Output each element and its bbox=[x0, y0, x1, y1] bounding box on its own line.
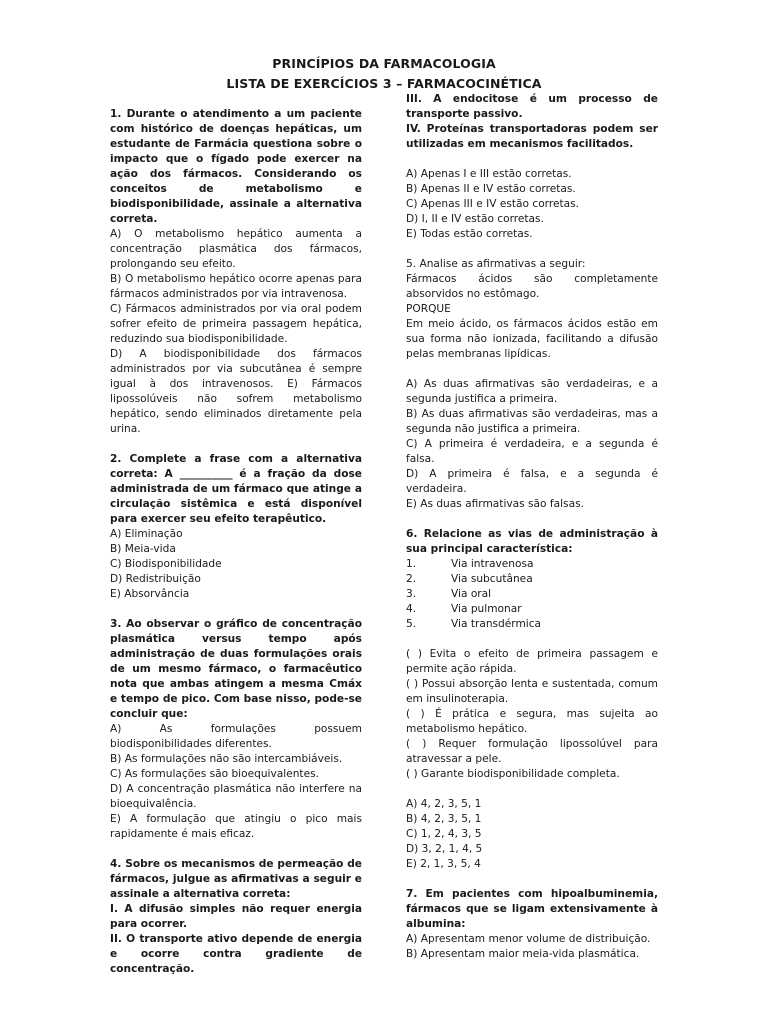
q6-option-d: D) 3, 2, 1, 4, 5 bbox=[406, 843, 483, 855]
q6-characteristic-5: ( ) Garante biodisponibilidade completa. bbox=[406, 768, 620, 780]
q6-characteristic-1: ( ) Evita o efeito de primeira passagem e permite ação rápida. bbox=[406, 648, 658, 675]
q3-option-d: D) A concentração plasmática não interfere na bioequivalência. bbox=[110, 783, 362, 810]
q2-stem: 2. Complete a frase com a alternativa correta: A __________ é a fração da dose administrada de um fármaco que atinge a circulação sistêmica e está disponível para exercer seu efeito terapêutico. bbox=[110, 453, 362, 525]
q1-option-d-e: D) A biodisponibilidade dos fármacos administrados por via subcutânea é sempre igual à dos intravenosos. E) Fármacos lipossolúveis não sofrem metabolismo hepático, sendo eliminados diretamente pela urina. bbox=[110, 348, 362, 435]
q5-option-c: C) A primeira é verdadeira, e a segunda é falsa. bbox=[406, 438, 658, 465]
left-column bbox=[110, 107, 362, 977]
q4-statement-ii: II. O transporte ativo depende de energia e ocorre contra gradiente de concentração. bbox=[110, 933, 362, 975]
q7-stem: 7. Em pacientes com hipoalbuminemia, fármacos que se ligam extensivamente à albumina: bbox=[406, 888, 658, 930]
q1-stem: 1. Durante o atendimento a um paciente com histórico de doenças hepáticas, um estudante de Farmácia questiona sobre o impacto que o fígado pode exercer na ação dos fármacos. Considerando os conceitos de metabolismo e biodisponibilidade, assinale a alternativa correta. bbox=[110, 108, 362, 225]
q4-option-c: C) Apenas III e IV estão corretas. bbox=[406, 198, 580, 210]
q4-option-e: E) Todas estão corretas. bbox=[406, 228, 533, 240]
document-title: PRINCÍPIOS DA FARMACOLOGIA bbox=[272, 56, 496, 71]
q6-via-label: Via pulmonar bbox=[451, 603, 522, 615]
q5-option-e: E) As duas afirmativas são falsas. bbox=[406, 498, 584, 510]
q3-option-a: A) As formulações possuem biodisponibilidades diferentes. bbox=[110, 723, 362, 750]
q1-option-a: A) O metabolismo hepático aumenta a concentração plasmática dos fármacos, prolongando seu efeito. bbox=[110, 228, 362, 270]
q7-option-b: B) Apresentam maior meia-vida plasmática. bbox=[406, 948, 640, 960]
q5-option-d: D) A primeira é falsa, e a segunda é verdadeira. bbox=[406, 468, 658, 495]
q3-option-c: C) As formulações são bioequivalentes. bbox=[110, 768, 319, 780]
q6-via-row bbox=[406, 587, 658, 602]
q6-via-label: Via subcutânea bbox=[451, 573, 533, 585]
q6-via-label: Via transdérmica bbox=[451, 618, 542, 630]
document-subtitle: LISTA DE EXERCÍCIOS 3 – FARMACOCINÉTICA bbox=[226, 76, 542, 91]
q6-via-number: 1. bbox=[406, 558, 417, 570]
q5-stem: 5. Analise as afirmativas a seguir: bbox=[406, 258, 586, 270]
q6-option-c: C) 1, 2, 4, 3, 5 bbox=[406, 828, 482, 840]
q6-characteristic-4: ( ) Requer formulação lipossolúvel para atravessar a pele. bbox=[406, 738, 658, 765]
q2-option-d: D) Redistribuição bbox=[110, 573, 201, 585]
q6-option-b: B) 4, 2, 3, 5, 1 bbox=[406, 813, 482, 825]
q4-stem: 4. Sobre os mecanismos de permeação de fármacos, julgue as afirmativas a seguir e assinale a alternativa correta: bbox=[110, 858, 362, 900]
q6-via-row bbox=[406, 602, 658, 617]
right-column bbox=[406, 92, 658, 962]
q6-characteristic-3: ( ) É prática e segura, mas sujeita ao metabolismo hepático. bbox=[406, 708, 658, 735]
q3-option-e: E) A formulação que atingiu o pico mais rapidamente é mais eficaz. bbox=[110, 813, 362, 840]
q5-option-a: A) As duas afirmativas são verdadeiras, e a segunda justifica a primeira. bbox=[406, 378, 658, 405]
q2-option-e: E) Absorvância bbox=[110, 588, 190, 600]
q6-via-label: Via oral bbox=[451, 588, 492, 600]
q4-statement-iv: IV. Proteínas transportadoras podem ser utilizadas em mecanismos facilitados. bbox=[406, 123, 658, 150]
q5-statement-1: Fármacos ácidos são completamente absorvidos no estômago. bbox=[406, 273, 658, 300]
q2-option-c: C) Biodisponibilidade bbox=[110, 558, 222, 570]
q6-characteristic-2: ( ) Possui absorção lenta e sustentada, comum em insulinoterapia. bbox=[406, 678, 658, 705]
q5-porque: PORQUE bbox=[406, 303, 451, 315]
q6-via-row bbox=[406, 557, 658, 572]
q6-stem: 6. Relacione as vias de administração à sua principal característica: bbox=[406, 528, 658, 555]
q4-option-a: A) Apenas I e III estão corretas. bbox=[406, 168, 572, 180]
q6-option-e: E) 2, 1, 3, 5, 4 bbox=[406, 858, 481, 870]
q6-via-label: Via intravenosa bbox=[451, 558, 534, 570]
q6-via-number: 2. bbox=[406, 573, 417, 585]
q1-option-b: B) O metabolismo hepático ocorre apenas para fármacos administrados por via intravenosa. bbox=[110, 273, 362, 300]
q2-option-b: B) Meia-vida bbox=[110, 543, 176, 555]
q6-via-number: 4. bbox=[406, 603, 417, 615]
q6-via-row bbox=[406, 572, 658, 587]
q6-option-a: A) 4, 2, 3, 5, 1 bbox=[406, 798, 482, 810]
q4-option-b: B) Apenas II e IV estão corretas. bbox=[406, 183, 576, 195]
q3-option-b: B) As formulações não são intercambiáveis. bbox=[110, 753, 343, 765]
q4-statement-iii: III. A endocitose é um processo de transporte passivo. bbox=[406, 93, 658, 120]
q5-statement-2: Em meio ácido, os fármacos ácidos estão em sua forma não ionizada, facilitando a difusão pelas membranas lipídicas. bbox=[406, 318, 658, 360]
q6-via-row bbox=[406, 617, 658, 632]
q3-stem: 3. Ao observar o gráfico de concentração plasmática versus tempo após administração de duas formulações orais de um mesmo fármaco, o farmacêutico nota que ambas atingem a mesma Cmáx e tempo de pico. Com base nisso, pode-se concluir que: bbox=[110, 618, 362, 720]
q5-option-b: B) As duas afirmativas são verdadeiras, mas a segunda não justifica a primeira. bbox=[406, 408, 658, 435]
q2-option-a: A) Eliminação bbox=[110, 528, 183, 540]
q4-statement-i: I. A difusão simples não requer energia para ocorrer. bbox=[110, 903, 362, 930]
q4-option-d: D) I, II e IV estão corretas. bbox=[406, 213, 544, 225]
q6-via-number: 3. bbox=[406, 588, 417, 600]
q7-option-a: A) Apresentam menor volume de distribuição. bbox=[406, 933, 651, 945]
q1-option-c: C) Fármacos administrados por via oral podem sofrer efeito de primeira passagem hepática, reduzindo sua biodisponibilidade. bbox=[110, 303, 362, 345]
q6-via-number: 5. bbox=[406, 618, 417, 630]
